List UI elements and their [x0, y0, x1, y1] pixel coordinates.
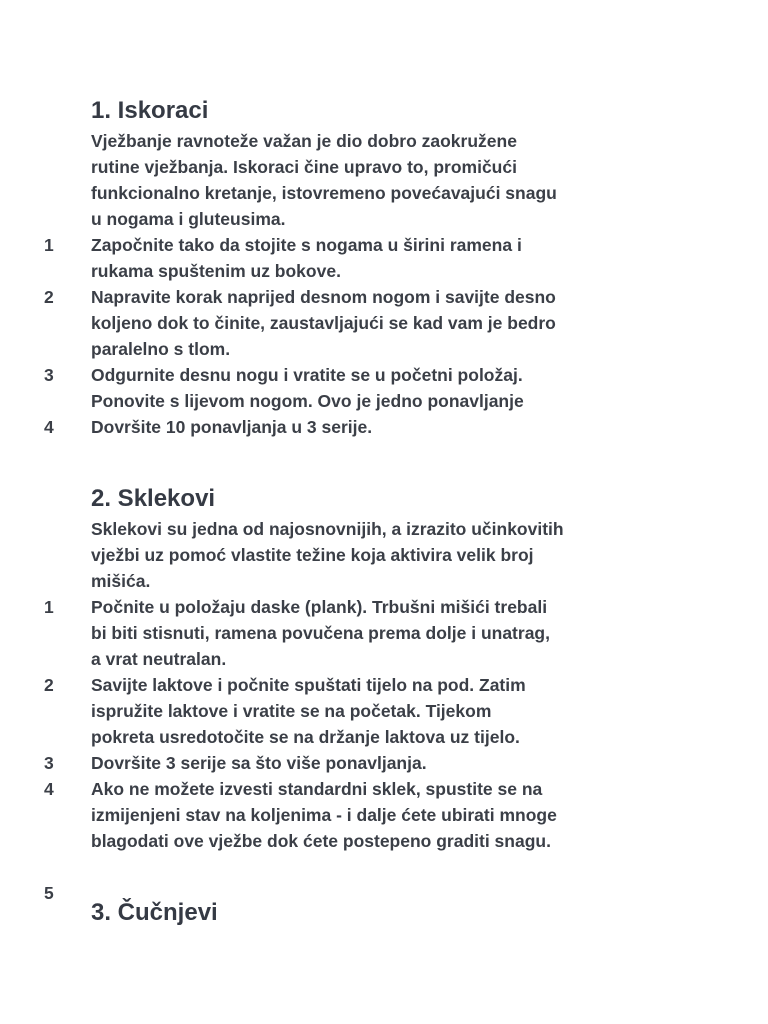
intro-line: mišića. [91, 571, 151, 591]
intro-line: u nogama i gluteusima. [91, 209, 286, 229]
step-text-line: Počnite u položaju daske (plank). Trbušni mišići trebali [91, 597, 548, 617]
section-heading: 2. Sklekovi [91, 485, 216, 512]
intro-line: Vježbanje ravnoteže važan je dio dobro zaokružene [91, 131, 517, 151]
step-number: 2 [44, 287, 54, 307]
step-text-line: Dovršite 10 ponavljanja u 3 serije. [91, 417, 373, 437]
step-text-line: koljeno dok to činite, zaustavljajući se kad vam je bedro [91, 313, 556, 333]
intro-line: funkcionalno kretanje, istovremeno povećavajući snagu [91, 183, 557, 203]
step-text-line: Odgurnite desnu nogu i vratite se u početni položaj. [91, 365, 523, 385]
section-heading: 3. Čučnjevi [91, 899, 218, 926]
step-number: 3 [44, 365, 54, 385]
step-text-line: Dovršite 3 serije sa što više ponavljanja. [91, 753, 427, 773]
intro-line: rutine vježbanja. Iskoraci čine upravo to, promičući [91, 157, 517, 177]
step-text-line: Savijte laktove i počnite spuštati tijelo na pod. Zatim [91, 675, 526, 695]
step-text-line: izmijenjeni stav na koljenima - i dalje ćete ubirati mnoge [91, 805, 557, 825]
step-number: 3 [44, 753, 54, 773]
intro-line: Sklekovi su jedna od najosnovnijih, a izrazito učinkovitih [91, 519, 564, 539]
section-heading: 1. Iskoraci [91, 97, 209, 124]
step-text-line: paralelno s tlom. [91, 339, 231, 359]
step-text-line: ispružite laktove i vratite se na početak. Tijekom [91, 701, 492, 721]
step-text-line: pokreta usredotočite se na držanje laktova uz tijelo. [91, 727, 520, 747]
step-text-line: Ako ne možete izvesti standardni sklek, spustite se na [91, 779, 543, 799]
step-text-line: Napravite korak naprijed desnom nogom i savijte desno [91, 287, 556, 307]
step-number: 1 [44, 597, 54, 617]
step-number: 1 [44, 235, 54, 255]
step-text-line: rukama spuštenim uz bokove. [91, 261, 341, 281]
step-text-line: blagodati ove vježbe dok ćete postepeno graditi snagu. [91, 831, 551, 851]
step-number: 4 [44, 417, 54, 437]
step-number: 2 [44, 675, 54, 695]
step-number: 4 [44, 779, 54, 799]
step-text-line: bi biti stisnuti, ramena povučena prema dolje i unatrag, [91, 623, 550, 643]
intro-line: vježbi uz pomoć vlastite težine koja aktivira velik broj [91, 545, 534, 565]
step-text-line: a vrat neutralan. [91, 649, 227, 669]
step-text-line: Započnite tako da stojite s nogama u širini ramena i [91, 235, 522, 255]
step-number: 5 [44, 883, 54, 903]
step-text-line: Ponovite s lijevom nogom. Ovo je jedno ponavljanje [91, 391, 524, 411]
